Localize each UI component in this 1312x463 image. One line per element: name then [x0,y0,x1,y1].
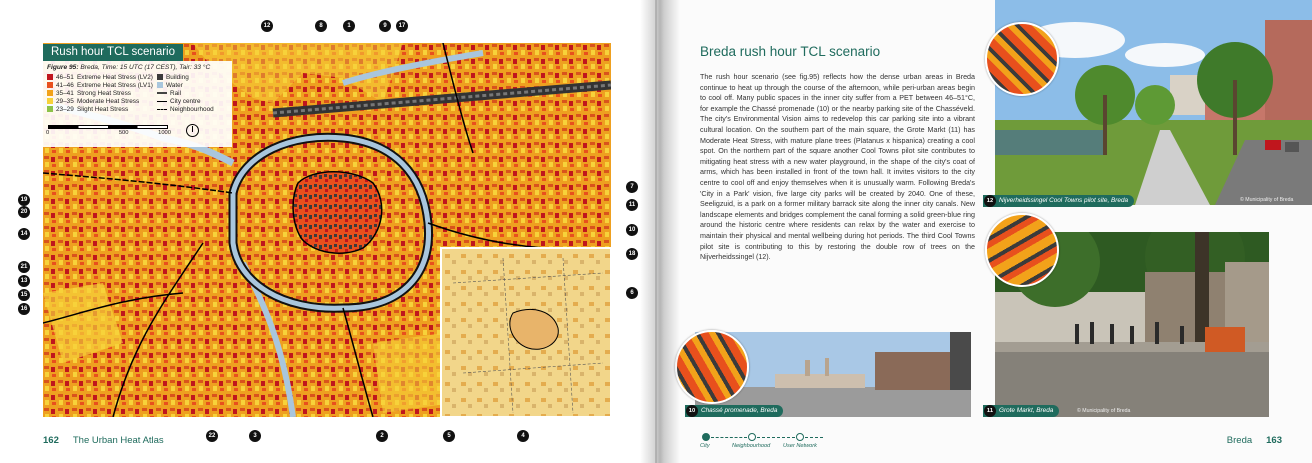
photo-caption [983,405,1059,417]
nav-label: City [700,443,710,449]
map-legend [43,61,232,147]
water-swatch [157,82,163,88]
nav-connector [805,437,823,438]
map-callout[interactable]: 22 [206,430,218,442]
map-callout[interactable]: 10 [626,224,638,236]
legend-label: City centre [170,97,201,105]
map-detail-bubble [675,330,749,404]
legend-range: 46–51 [56,73,74,81]
photo-caption [983,195,1134,207]
legend-label: Moderate Heat Stress [77,97,140,105]
page-number: 163 [1266,435,1282,446]
scale-bar [48,125,168,129]
map-detail-bubble [985,22,1059,96]
nav-label: User Network [783,443,817,449]
map-callout[interactable]: 15 [18,289,30,301]
legend-label: Building [166,73,189,81]
figure-label: Figure 95: [47,64,79,71]
map-callout[interactable]: 11 [626,199,638,211]
scale-label: 0 [46,130,50,136]
legend-features [157,73,228,113]
nav-connector [711,437,747,438]
photo-credit: © Municipality of Breda [1077,408,1131,414]
legend-row [47,97,157,105]
section-name: Breda [1226,435,1253,446]
map-callout[interactable]: 6 [626,287,638,299]
scale-label: 1000 [158,130,171,136]
nav-label: Neighbourhood [732,443,771,449]
map-callout[interactable]: 14 [18,228,30,240]
right-footer [1227,435,1282,446]
legend-label: Extreme Heat Stress (LV1) [77,81,153,89]
map-callout[interactable]: 18 [626,248,638,260]
legend-label: Slight Heat Stress [77,105,129,113]
legend-swatch [47,82,53,88]
caption-number: 11 [984,405,996,417]
legend-range: 23–29 [56,105,74,113]
caption-number: 12 [984,195,996,207]
legend-range: 35–41 [56,89,74,97]
legend-row [157,105,228,113]
scale-labels [46,130,176,136]
map-callout[interactable]: 19 [18,194,30,206]
city-centre-swatch [157,101,167,102]
map-title: Rush hour TCL scenario [43,44,183,61]
photo-caption [685,405,783,417]
legend-row [157,89,228,97]
legend-label: Extreme Heat Stress (LV2) [77,73,153,81]
nav-dot-user-network[interactable] [796,433,804,441]
left-page [0,0,655,463]
figure-caption [47,64,228,71]
rail-swatch [157,92,167,94]
caption-text: Grote Markt, Breda [999,407,1054,414]
scale-label: 500 [118,130,129,136]
map-callout[interactable]: 3 [249,430,261,442]
map-callout[interactable]: 2 [376,430,388,442]
legend-row [157,97,228,105]
article-body: The rush hour scenario (see fig.95) reflects how the dense urban areas in Breda continue to heat up through the course of the afternoon, while peri-urban areas begin to cool off. Many public spaces in the inner city suffer from a PET between 46–51°C, for example the Chassé promenade (10) or the nearby parking site of the Chasséveld. The city's Environmental Vision aims to redevelop this car parking site into a vibrant cultural location. On the southern part of the main square, the Grote Markt (11) has Moderate Heat Stress, with mature plane trees (Platanus x hispanica) creating a cool spot. On the northern part of the square another Cool Towns pilot site contributes to mitigating heat stress with a new water playground, in the shape of the city's coat of arms, which has been installed in front of the town hall. It invites visitors to the city centre to cool off and enjoy themselves when it is unusually warm. Following Breda's 'City in a Park' vision, five large city parks will be created by 2040. One of these, Seeligzuid, is a park on a former military barrack site along the inner city canals. New landscape elements and bridges complement the canal forming a solid green-blue ring around the historic centre where residents can relax by the water and exercise to maintain their physical and mental wellbeing during hot periods. The third Cool Towns pilot site is contributing to this by restoring the double row of trees on the Nijverheidssingel (12). [700,73,975,262]
legend-label: Neighbourhood [170,105,214,113]
building-swatch [157,74,163,80]
legend-swatch [47,90,53,96]
legend-row [157,81,228,89]
legend-swatch [47,106,53,112]
legend-label: Strong Heat Stress [77,89,131,97]
legend-row [47,105,157,113]
figure-caption-text: Breda, Time: 15 UTC (17 CEST), Tair: 33 °C [78,64,211,71]
map-callout[interactable]: 12 [261,20,273,32]
left-footer [43,435,164,446]
photo-credit: © Municipality of Breda [1240,197,1294,203]
map-detail-bubble [985,213,1059,287]
legend-row [157,73,228,81]
legend-row [47,81,157,89]
map-callout[interactable]: 20 [18,206,30,218]
caption-text: Nijverheidssingel Cool Towns pilot site, Breda [999,197,1129,204]
map-callout[interactable]: 13 [18,275,30,287]
caption-text: Chassé promenade, Breda [701,407,778,414]
map-callout[interactable]: 8 [315,20,327,32]
legend-label: Rail [170,89,182,97]
legend-swatch [47,98,53,104]
legend-heat-classes [47,73,157,113]
nav-connector [757,437,795,438]
map-callout[interactable]: 5 [443,430,455,442]
map-callout[interactable]: 1 [343,20,355,32]
map-callout[interactable]: 16 [18,303,30,315]
map-callout[interactable]: 4 [517,430,529,442]
page-number: 162 [43,435,59,446]
map-callout[interactable]: 7 [626,181,638,193]
legend-range: 41–46 [56,81,74,89]
nav-dot-city[interactable] [702,433,710,441]
map-callout[interactable]: 17 [396,20,408,32]
nav-dot-neighbourhood[interactable] [748,433,756,441]
map-callout[interactable]: 21 [18,261,30,273]
legend-row [47,73,157,81]
north-arrow-icon [186,124,199,137]
scale-navigation[interactable] [700,432,830,452]
neighbourhood-swatch [157,109,167,110]
map-callout[interactable]: 9 [379,20,391,32]
legend-row [47,89,157,97]
caption-number: 10 [686,405,698,417]
book-title: The Urban Heat Atlas [72,435,164,446]
legend-label: Water [166,81,183,89]
legend-swatch [47,74,53,80]
legend-range: 29–35 [56,97,74,105]
article-title: Breda rush hour TCL scenario [700,44,881,59]
